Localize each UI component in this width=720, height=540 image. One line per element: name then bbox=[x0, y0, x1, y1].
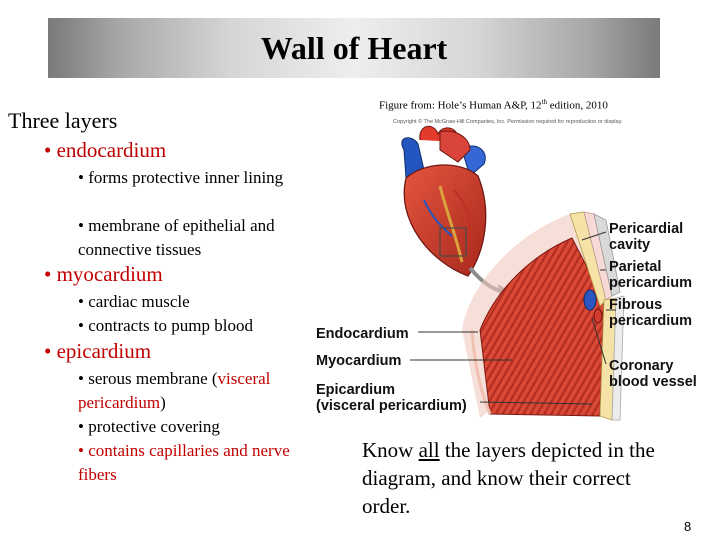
layer-endocardium-name: • endocardium bbox=[44, 138, 167, 162]
note-before: Know bbox=[362, 438, 419, 462]
endocardium-detail-2: • membrane of epithelial and connective tissues bbox=[78, 216, 275, 259]
label-endocardium: Endocardium bbox=[316, 326, 409, 342]
epicardium-detail-1b: visceral pericardium bbox=[78, 369, 271, 412]
label-pericardial: Pericardial bbox=[609, 221, 684, 237]
layer-myocardium-name: • myocardium bbox=[44, 262, 163, 286]
slide-title: Wall of Heart bbox=[260, 29, 448, 66]
caption-post: edition, 2010 bbox=[547, 99, 608, 112]
epicardium-detail-2: • protective covering bbox=[78, 417, 220, 436]
myocardium-detail-2: • contracts to pump blood bbox=[78, 316, 253, 335]
caption-pre: Figure from: Hole’s Human A&P, 12 bbox=[379, 99, 542, 112]
endocardium-detail-1: • forms protective inner lining bbox=[78, 168, 284, 187]
label-myocardium: Myocardium bbox=[316, 353, 402, 369]
epicardium-detail-3: • contains capillaries and nerve fibers bbox=[78, 441, 290, 484]
label-parietal: Parietal bbox=[609, 259, 662, 275]
layer-epicardium-name: • epicardium bbox=[44, 339, 152, 363]
epicardium-detail-1c: ) bbox=[160, 393, 166, 412]
label-coronary: Coronary bbox=[609, 358, 674, 374]
label-coronary-2: blood vessel bbox=[609, 374, 697, 390]
label-fibrous: Fibrous bbox=[609, 297, 663, 313]
page-number: 8 bbox=[684, 519, 692, 534]
intro-text: Three layers bbox=[8, 108, 118, 133]
label-fibrous-2: pericardium bbox=[609, 313, 692, 329]
note-after: the layers depicted in the diagram, and know their correct order. bbox=[362, 438, 655, 518]
study-note bbox=[362, 436, 682, 520]
note-underlined: all bbox=[418, 438, 440, 462]
epicardium-detail-1a: • serous membrane ( bbox=[78, 369, 218, 388]
caption-sup: th bbox=[541, 98, 548, 106]
myocardium-detail-1: • cardiac muscle bbox=[78, 292, 190, 311]
label-pericardial-2: cavity bbox=[609, 237, 651, 253]
wall-section bbox=[462, 212, 624, 420]
label-parietal-2: pericardium bbox=[609, 275, 692, 291]
label-epicardium: Epicardium bbox=[316, 382, 395, 398]
heart-illustration bbox=[402, 126, 486, 276]
label-epicardium-2: (visceral pericardium) bbox=[316, 398, 467, 414]
copyright-notice: Copyright © The McGraw-Hill Companies, Inc. Permission required for reproduction or display. bbox=[393, 119, 623, 125]
